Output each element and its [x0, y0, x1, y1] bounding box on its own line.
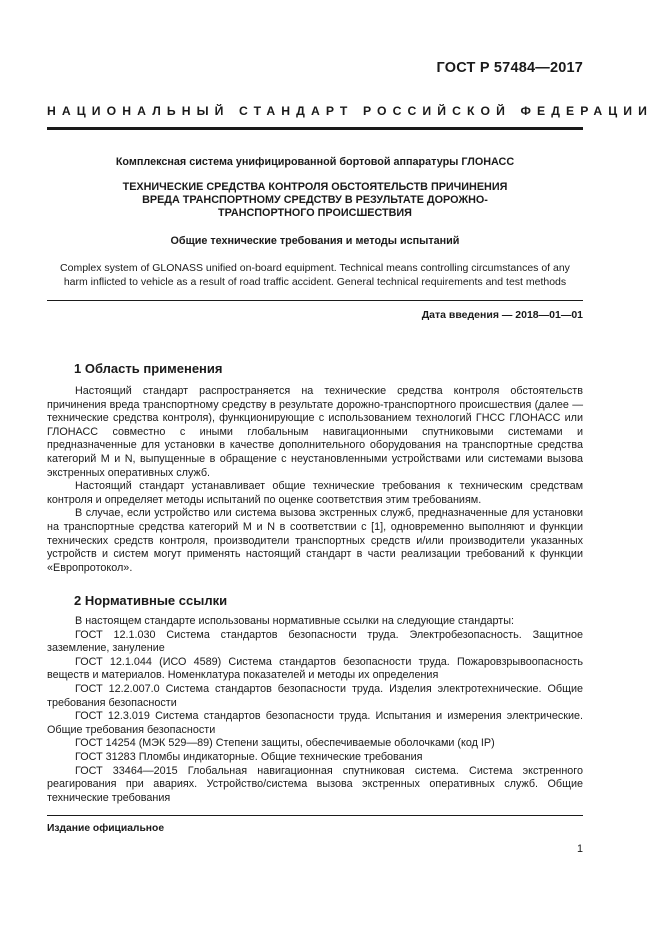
english-title: Complex system of GLONASS unified on-board equipment. Technical means controlling circumstances of any harm inflicted to vehicle as a result of road traffic accident. General technical requirements and test methods [60, 262, 570, 288]
paragraph: В случае, если устройство или система вызова экстренных служб, предназначенные для установки на транспортные средства категорий M и N в соответствии с [1], одновременно выполняют и функции технических средств контроля, производители транспортных средств и/или производители указанных устройств и систем могут применять настоящий стандарт в части реализации требований к функции «Европротокол». [47, 507, 583, 574]
title-rule [47, 300, 583, 301]
section-1-body [47, 385, 583, 575]
reference-item: ГОСТ 14254 (МЭК 529—89) Степени защиты, обеспечиваемые оболочками (код IP) [75, 737, 495, 750]
paragraph: Настоящий стандарт устанавливает общие технические требования к техническим средствам контроля и определяет методы испытаний по оценке соответствия этим требованиям. [47, 480, 583, 506]
footer-rule [47, 815, 583, 816]
document-code: ГОСТ Р 57484—2017 [436, 60, 583, 76]
edition-label: Издание официальное [47, 823, 165, 834]
system-subtitle: Комплексная система унифицированной бортовой аппаратуры ГЛОНАСС [115, 156, 515, 168]
reference-item: ГОСТ 31283 Пломбы индикаторные. Общие технические требования [75, 750, 423, 763]
reference-item: ГОСТ 12.1.044 (ИСО 4589) Система стандартов безопасности труда. Пожаровзрывоопасность веществ и материалов. Номенклатура показателей и методы их определения [47, 655, 583, 682]
reference-item: ГОСТ 12.3.019 Система стандартов безопасности труда. Испытания и измерения электрические. Общие требования безопасности [47, 710, 583, 736]
paragraph: В настоящем стандарте использованы нормативные ссылки на следующие стандарты: [75, 615, 514, 627]
reference-item: ГОСТ 33464—2015 Глобальная навигационная спутниковая система. Система экстренного реагирования при авариях. Устройство/система вызова экстренных оперативных служб. Общие технические требования [47, 764, 583, 804]
requirements-subtitle: Общие технические требования и методы испытаний [170, 235, 460, 247]
page-number: 1 [576, 843, 583, 855]
reference-item: ГОСТ 12.2.007.0 Система стандартов безопасности труда. Изделия электротехнические. Общие требования безопасности [47, 682, 583, 709]
section-1-heading: 1 Область применения [74, 361, 223, 376]
section-2-heading: 2 Нормативные ссылки [74, 593, 228, 608]
section-2-body [47, 615, 583, 805]
introduction-date: Дата введения — 2018—01—01 [421, 309, 583, 321]
header-rule [47, 127, 583, 130]
paragraph: Настоящий стандарт распространяется на технические средства контроля обстоятельств причинения вреда транспортному средству в результате дорожно-транспортного происшествия (далее — технические средства контроля), функционирующие с использованием технологий ГНСС ГЛОНАСС или ГЛОНАСС совместно с иными глобальным навигационными спутниковыми системами и предназначенные для установки в качестве дополнительного оборудования на транспортные средства категорий M и N, выпущенные в обращение с неустановленными устройствами или системами вызова экстренных оперативных служб. [47, 385, 583, 479]
national-standard-title: НАЦИОНАЛЬНЫЙ СТАНДАРТ РОССИЙСКОЙ ФЕДЕРАЦИИ [47, 104, 654, 118]
document-title: ТЕХНИЧЕСКИЕ СРЕДСТВА КОНТРОЛЯ ОБСТОЯТЕЛЬСТВ ПРИЧИНЕНИЯ ВРЕДА ТРАНСПОРТНОМУ СРЕДСТВУ В РЕЗУЛЬТАТЕ ДОРОЖНО-ТРАНСПОРТНОГО ПРОИСШЕСТВИЯ [122, 181, 508, 219]
reference-item: ГОСТ 12.1.030 Система стандартов безопасности труда. Электробезопасность. Защитное заземление, зануление [47, 628, 583, 655]
